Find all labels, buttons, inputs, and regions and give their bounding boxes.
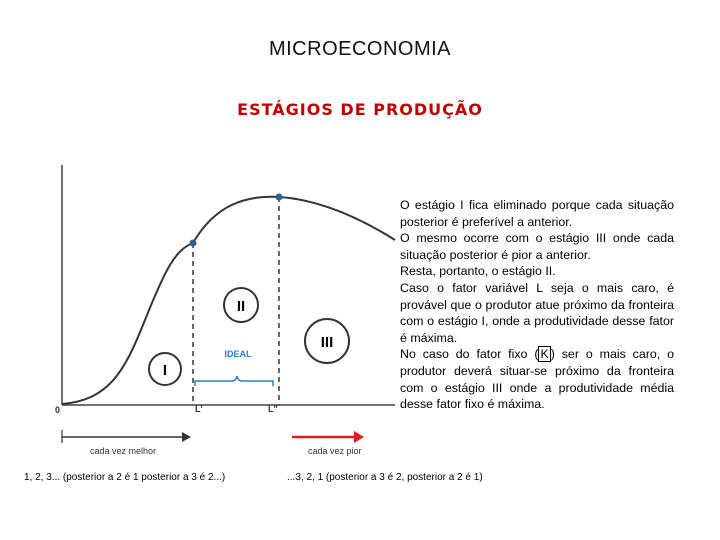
page-title: MICROECONOMIA	[268, 38, 452, 60]
ideal-label: IDEAL	[224, 349, 252, 359]
explanation-paragraph-2: O mesmo ocorre com o estágio III onde cada situação posterior é pior a anterior.	[400, 231, 674, 262]
paragraph-5-start: No caso do fator fixo (	[400, 347, 539, 362]
stage-3-label: III	[320, 334, 334, 351]
explanation-paragraph-3: Resta, portanto, o estágio II.	[400, 264, 556, 279]
maximum-point	[276, 194, 283, 201]
production-stages-diagram	[0, 150, 400, 470]
paragraph-5-end: ) ser o mais caro, o produtor deverá situar-se próximo da fronteira com o estágio III onde a produtividade média desse fator fixo é máxima.	[400, 347, 674, 412]
page-subtitle: ESTÁGIOS DE PRODUÇÃO	[237, 100, 483, 119]
ideal-bracket	[195, 376, 273, 386]
l2-label: L"	[268, 404, 278, 414]
origin-label: 0	[55, 405, 61, 415]
stage-1-label: I	[162, 362, 168, 379]
fixed-factor-k: $\overline{K}$	[540, 347, 549, 362]
explanation-paragraph-5	[400, 346, 674, 412]
left-arrow-head	[182, 432, 191, 442]
caption-left: 1, 2, 3... (posterior a 2 é 1 posterior a 3 é 2...)	[24, 472, 226, 483]
explanation-paragraph-1: O estágio I fica eliminado porque cada situação posterior é preferível a anterior.	[400, 198, 674, 229]
right-arrow-head	[354, 431, 364, 443]
stage-2-label: II	[236, 298, 246, 315]
caption-right: ...3, 2, 1 (posterior a 3 é 2, posterior a 2 é 1)	[287, 472, 483, 483]
l1-label: L'	[195, 404, 203, 414]
explanation-paragraph-4: Caso o fator variável L seja o mais caro, é provável que o produtor atue próximo da fronteira com o estágio I, onde a produtividade desse fator é máxima.	[400, 280, 674, 345]
left-arrow-label: cada vez melhor	[90, 446, 157, 456]
right-arrow-label: cada vez pior	[308, 446, 362, 456]
inflection-point	[190, 240, 197, 247]
explanation-text	[400, 197, 674, 413]
